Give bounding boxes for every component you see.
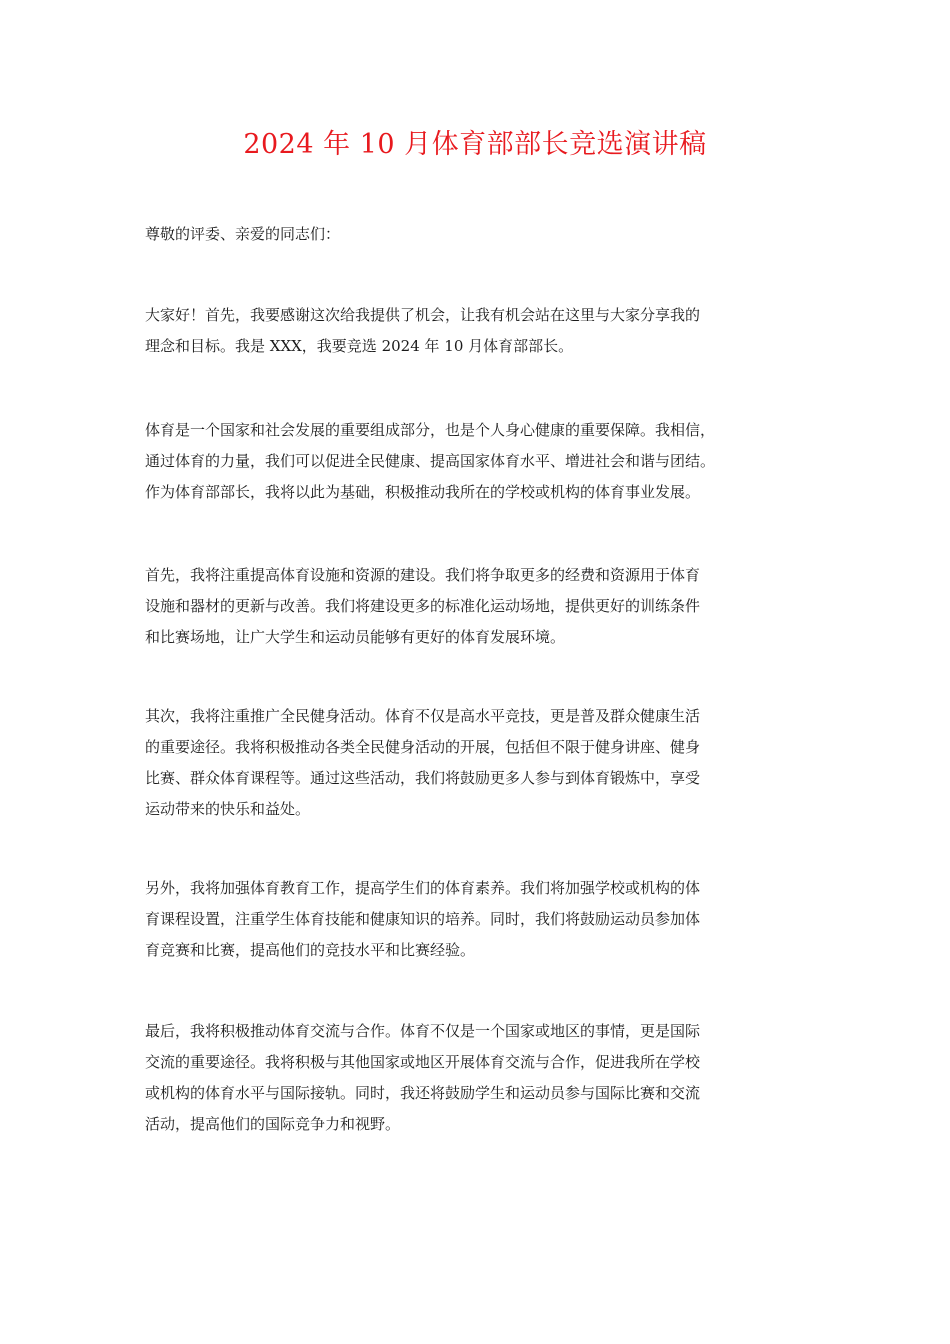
paragraph-line: 大家好！首先，我要感谢这次给我提供了机会，让我有机会站在这里与大家分享我的 xyxy=(145,306,701,324)
paragraph-line: 作为体育部部长，我将以此为基础，积极推动我所在的学校或机构的体育事业发展。 xyxy=(145,483,701,501)
paragraph-3 xyxy=(145,560,825,653)
paragraph-line: 设施和器材的更新与改善。我们将建设更多的标准化运动场地，提供更好的训练条件 xyxy=(145,597,701,615)
paragraph-line: 活动，提高他们的国际竞争力和视野。 xyxy=(145,1115,401,1133)
paragraph-line: 最后，我将积极推动体育交流与合作。体育不仅是一个国家或地区的事情，更是国际 xyxy=(145,1022,701,1040)
paragraph-line: 理念和目标。我是 XXX，我要竞选 2024 年 10 月体育部部长。 xyxy=(145,337,574,355)
paragraph-line: 其次，我将注重推广全民健身活动。体育不仅是高水平竞技，更是普及群众健康生活 xyxy=(145,707,701,725)
paragraph-line: 比赛、群众体育课程等。通过这些活动，我们将鼓励更多人参与到体育锻炼中，享受 xyxy=(145,769,701,787)
paragraph-4 xyxy=(145,701,825,825)
paragraph-line: 交流的重要途径。我将积极与其他国家或地区开展体育交流与合作，促进我所在学校 xyxy=(145,1053,701,1071)
paragraph-line: 育课程设置，注重学生体育技能和健康知识的培养。同时，我们将鼓励运动员参加体 xyxy=(145,910,701,928)
paragraph-2 xyxy=(145,415,825,508)
paragraph-1 xyxy=(145,300,825,362)
paragraph-line: 运动带来的快乐和益处。 xyxy=(145,800,311,818)
paragraph-line: 另外，我将加强体育教育工作，提高学生们的体育素养。我们将加强学校或机构的体 xyxy=(145,879,701,897)
paragraph-line: 通过体育的力量，我们可以促进全民健康、提高国家体育水平、增进社会和谐与团结。 xyxy=(145,452,716,470)
paragraph-5 xyxy=(145,873,825,966)
salutation: 尊敬的评委、亲爱的同志们： xyxy=(145,225,341,243)
paragraph-line: 首先，我将注重提高体育设施和资源的建设。我们将争取更多的经费和资源用于体育 xyxy=(145,566,701,584)
paragraph-line: 体育是一个国家和社会发展的重要组成部分，也是个人身心健康的重要保障。我相信， xyxy=(145,421,716,439)
paragraph-line: 和比赛场地，让广大学生和运动员能够有更好的体育发展环境。 xyxy=(145,628,566,646)
paragraph-line: 的重要途径。我将积极推动各类全民健身活动的开展，包括但不限于健身讲座、健身 xyxy=(145,738,701,756)
paragraph-6 xyxy=(145,1016,825,1140)
paragraph-line: 或机构的体育水平与国际接轨。同时，我还将鼓励学生和运动员参与国际比赛和交流 xyxy=(145,1084,701,1102)
paragraph-line: 育竞赛和比赛，提高他们的竞技水平和比赛经验。 xyxy=(145,941,476,959)
document-title: 2024 年 10 月体育部部长竞选演讲稿 xyxy=(243,129,707,160)
